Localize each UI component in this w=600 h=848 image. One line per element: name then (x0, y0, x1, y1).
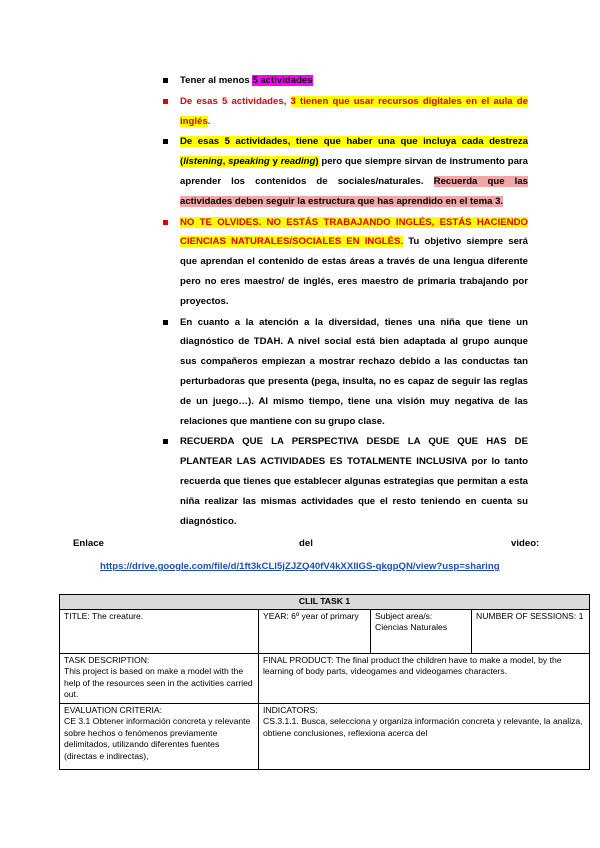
list-item-text: 3 tienen que usar recursos digitales en el aula de inglés (180, 95, 529, 127)
subject-cell: Subject area/s: Ciencias Naturales (371, 609, 472, 653)
clil-task-table (59, 594, 590, 770)
link-caption-word: video: (511, 538, 540, 549)
list-item (160, 432, 528, 531)
bullet-square-icon (163, 439, 168, 444)
list-item (160, 313, 528, 432)
list-item-text: ) (315, 156, 319, 168)
indicators-cell: INDICATORS: CS.3.1.1. Busca, selecciona y organiza información concreta y relevante, la analiza, obtiene conclusiones, reflexiona acerca del (259, 703, 590, 769)
list-item-text: 5 actividades (252, 75, 313, 86)
list-item-text: RECUERDA QUE LA PERSPECTIVA DESDE LA QUE QUE HAS DE PLANTEAR LAS ACTIVIDADES ES TOTALMENTE INCLUSIVA (180, 436, 528, 468)
list-item-text: . (207, 115, 211, 127)
list-item (160, 71, 528, 91)
link-caption-word: Enlace (73, 538, 104, 549)
title-cell: TITLE: The creature. (60, 609, 259, 653)
list-item-text: reading (280, 156, 316, 168)
list-item-text: Tu objetivo siempre será que aprendan el contenido de estas áreas a través de una lengua diferente pero no eres maestro/ de inglés, eres maestro de primaria trabajando por proyectos. (180, 236, 529, 307)
year-cell: YEAR: 6º year of primary (259, 609, 371, 653)
list-item-text: pero que siempre sirvan de instrumento para aprender los contenidos de sociales/naturales. (180, 156, 528, 187)
list-item-text: NO TE OLVIDES. NO ESTÁS TRABAJANDO INGLÉS, ESTÁS HACIENDO CIENCIAS NATURALES/SOCIALES EN INGLÉS. (180, 216, 528, 248)
list-item-text: Recuerda que las actividades deben seguir la estructura que has aprendido en el tema 3. (180, 175, 528, 207)
task-description-cell: TASK DESCRIPTION: This project is based on make a model with the help of the resources seen in the activities carried out. (60, 653, 259, 703)
list-item (160, 92, 528, 132)
list-item-text: por lo tanto recuerda que tienes que establecer algunas estrategias que permitan a esta niña realizar las mismas actividades que el resto teniendo en cuenta su diagnóstico. (180, 456, 529, 527)
evaluation-criteria-cell: EVALUATION CRITERIA: CE 3.1 Obtener información concreta y relevante sobre hechos o fenómenos previamente delimitados, utilizando diferentes fuentes (directas e indirectas), (60, 703, 259, 769)
list-item-text: Tener al menos (180, 75, 253, 86)
bullet-square-icon (163, 99, 168, 104)
list-item-text: y (269, 156, 281, 168)
list-item-text: speaking (228, 156, 270, 168)
link-caption-word: del (299, 538, 313, 549)
list-item-text: En cuanto a la atención a la diversidad, tienes una niña que tiene un diagnóstico de TDAH. A nivel social está bien adaptada al grupo aunque sus compañeros empiezan a mostrar rechazo debido a las conductas tan perturbadoras que presenta (pega, insulta, no es capaz de seguir las reglas de un juego…). Al mismo tiempo, tiene una visión muy negativa de las relaciones que mantiene con su grupo clase. (180, 316, 528, 427)
list-item (160, 213, 528, 312)
video-link[interactable]: https://drive.google.com/file/d/1ft3kCLl5jZJZQ40fV4kXXIIGS-qkgpQN/view?usp=sharing (100, 561, 500, 572)
bullet-square-icon (163, 220, 168, 225)
bullet-square-icon (163, 320, 168, 325)
table-title: CLIL TASK 1 (60, 595, 590, 610)
list-item-text: ( (180, 156, 184, 168)
sessions-cell: NUMBER OF SESSIONS: 1 (472, 609, 590, 653)
bullet-square-icon (163, 139, 168, 144)
list-item-text: , (222, 156, 229, 168)
final-product-cell: FINAL PRODUCT: The final product the children have to make a model, by the learning of body parts, videogames and videogames characters. (259, 653, 590, 703)
list-item-text: De esas 5 actividades, (180, 95, 291, 107)
bullet-square-icon (163, 78, 168, 83)
list-item-text: listening (183, 156, 223, 168)
list-item-text: De esas 5 actividades, tiene que haber una que incluya cada destreza (180, 136, 528, 148)
requirements-list (160, 71, 528, 532)
list-item (160, 132, 528, 211)
